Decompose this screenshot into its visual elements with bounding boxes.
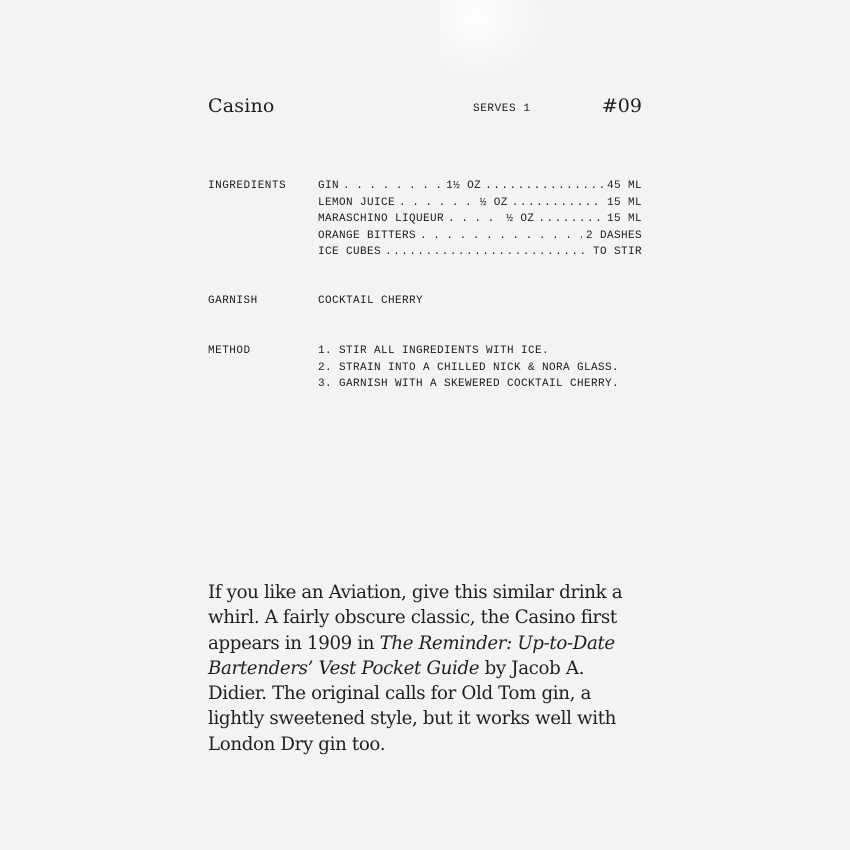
ingredients-list: [318, 178, 642, 261]
garnish-label: GARNISH: [208, 295, 258, 307]
method-step: 1. STIR ALL INGREDIENTS WITH ICE.: [318, 345, 550, 357]
ingredient-row: [318, 244, 642, 261]
ingredient-metric: TO STIR: [592, 246, 642, 258]
leader-dots: [538, 211, 603, 228]
method-step: 2. STRAIN INTO A CHILLED NICK & NORA GLASS.: [318, 361, 620, 374]
leader-dots: [385, 244, 589, 261]
light-glare: [440, 0, 560, 90]
ingredient-name: LEMON JUICE: [318, 196, 396, 209]
description-text: If you like an Aviation, give this similar drink a whirl. A fairly obscure classic, the Casino first appears in 1909 in: [208, 582, 623, 654]
ingredients-label: INGREDIENTS: [208, 180, 287, 192]
serves-count: SERVES 1: [473, 103, 531, 115]
recipe-number: #09: [601, 95, 642, 117]
ingredient-row: [318, 211, 642, 228]
description-paragraph: [208, 580, 648, 757]
garnish-value: COCKTAIL CHERRY: [318, 295, 424, 307]
method-step: 3. GARNISH WITH A SKEWERED COCKTAIL CHERRY.: [318, 378, 620, 390]
ingredient-row: [318, 178, 642, 195]
description-text: by Jacob A. Didier. The original calls for Old Tom gin, a lightly sweetened style, but it works well with London Dry gin too.: [208, 657, 617, 755]
ingredient-imperial: 1½ OZ: [446, 180, 482, 192]
recipe-title: Casino: [208, 95, 275, 117]
ingredient-name: MARASCHINO LIQUEUR: [318, 213, 445, 225]
ingredient-row: [318, 195, 642, 212]
ingredient-metric: 15 ML: [606, 196, 642, 209]
ingredient-name: GIN: [318, 180, 340, 192]
ingredient-name: ORANGE BITTERS: [318, 229, 417, 242]
ingredient-name: ICE CUBES: [318, 246, 382, 258]
leader-dots: [420, 228, 582, 245]
leader-dots: [512, 195, 603, 212]
book-title: The Reminder: Up-to-Date Bartenders’ Vest Pocket Guide: [208, 632, 615, 679]
ingredient-metric: 2 DASHES: [585, 229, 642, 242]
ingredient-row: [318, 228, 642, 245]
method-steps: [318, 343, 642, 393]
ingredient-metric: 15 ML: [606, 213, 642, 225]
leader-dots: [448, 211, 502, 228]
leader-dots: [399, 195, 476, 212]
leader-dots: [343, 178, 442, 195]
ingredient-imperial: ½ OZ: [479, 196, 508, 209]
ingredient-metric: 45 ML: [606, 180, 642, 192]
leader-dots: [485, 178, 603, 195]
ingredient-imperial: ½ OZ: [506, 213, 535, 225]
method-label: METHOD: [208, 345, 251, 357]
